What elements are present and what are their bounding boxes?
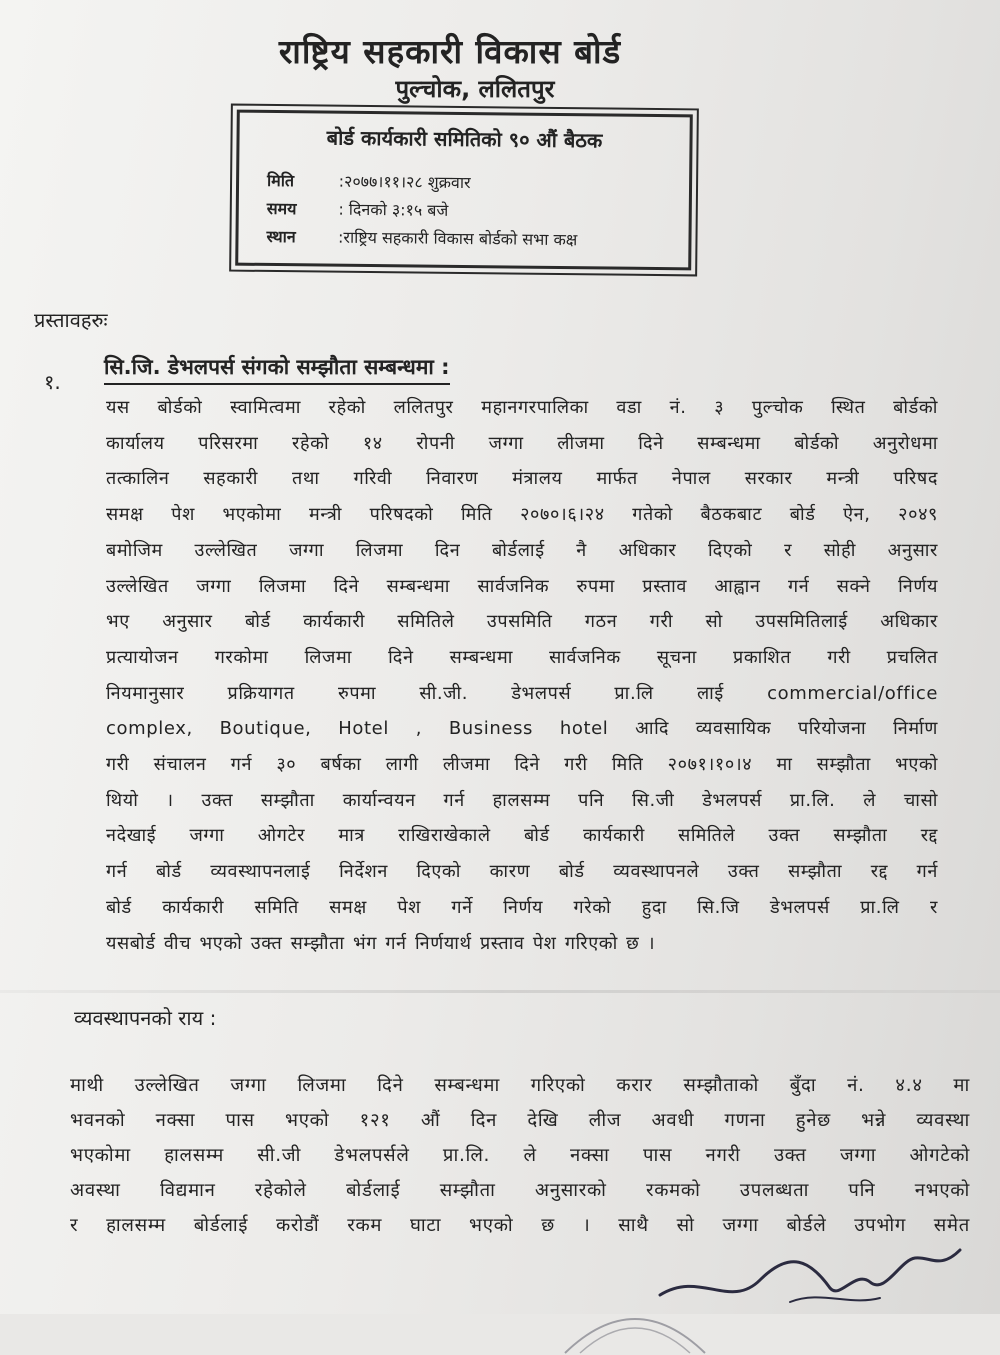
place-value: :राष्ट्रिय सहकारी विकास बोर्डको सभा कक्ष [337, 227, 578, 250]
organization-address: पुल्चोक, ललितपुर [395, 75, 555, 103]
paper-fold-line [0, 990, 1000, 993]
meeting-info-box [235, 110, 693, 271]
proposal-number: १. [44, 370, 61, 394]
proposal-line: गर्न बोर्ड व्यवस्थापनलाई निर्देशन दिएको कारण बोर्ड व्यवस्थापनले उक्त सम्झौता रद्द गर्न [106, 861, 938, 883]
proposal-line: भए अनुसार बोर्ड कार्यकारी समितिले उपसमिति गठन गरी सो उपसमितिलाई अधिकार [106, 611, 938, 633]
meeting-date-row [267, 169, 471, 193]
proposals-heading: प्रस्तावहरुः [34, 308, 108, 332]
proposal-line: नियमानुसार प्रक्रियागत रुपमा सी.जी. डेभलपर्स प्रा.लि लाई commercial/office [106, 682, 938, 704]
proposal-line: नदेखाई जग्गा ओगटेर मात्र राखिराखेकाले बोर्ड कार्यकारी समितिले उक्त सम्झौता रद्द [106, 825, 938, 847]
proposal-line: तत्कालिन सहकारी तथा गरिवी निवारण मंत्रालय मार्फत नेपाल सरकार मन्त्री परिषद [106, 468, 938, 490]
meeting-time-row [267, 197, 449, 221]
proposal-line: उल्लेखित जग्गा लिजमा दिने सम्बन्धमा सार्वजनिक रुपमा प्रस्ताव आह्वान गर्न सक्ने निर्णय [106, 575, 938, 597]
meeting-title: बोर्ड कार्यकारी समितिको ९० औं बैठक [326, 125, 603, 153]
opinion-line: र हालसम्म बोर्डलाई करोडौं रकम घाटा भएको छ । साथै सो जग्गा बोर्डले उपभोग समेत [70, 1215, 970, 1236]
time-label: समय [266, 198, 297, 219]
proposal-line: प्रत्यायोजन गरकोमा लिजमा दिने सम्बन्धमा सार्वजनिक सूचना प्रकाशित गरी प्रचलित [106, 646, 938, 668]
date-label: मिति [266, 170, 295, 191]
time-value: : दिनको ३:१५ बजे [338, 199, 449, 220]
proposal-line: गरी संचालन गर्न ३० बर्षका लागी लीजमा दिने गरी मिति २०७१।१०।४ मा सम्झौता भएको [106, 754, 938, 776]
opinion-line: भवनको नक्सा पास भएको १२१ औं दिन देखि लीज अवधी गणना हुनेछ भन्ने व्यवस्था [70, 1110, 970, 1131]
management-opinion-body [70, 1068, 970, 1243]
proposal-line: बोर्ड कार्यकारी समिति समक्ष पेश गर्ने निर्णय गरेको हुदा सि.जि डेभलपर्स प्रा.लि र [106, 896, 938, 918]
management-opinion-heading: व्यवस्थापनको राय : [74, 1006, 217, 1030]
proposal-line: कार्यालय परिसरमा रहेको १४ रोपनी जग्गा लीजमा दिने सम्बन्धमा बोर्डको अनुरोधमा [106, 432, 938, 454]
proposal-line: यस बोर्डको स्वामित्वमा रहेको ललितपुर महानगरपालिका वडा नं. ३ पुल्चोक स्थित बोर्डको [106, 397, 938, 418]
organization-title: राष्ट्रिय सहकारी विकास बोर्ड [278, 32, 622, 71]
proposal-line: complex, Boutique, Hotel , Business hotel आदि व्यवसायिक परियोजना निर्माण [106, 718, 938, 740]
place-label: स्थान [266, 226, 296, 247]
opinion-line: अवस्था विद्यमान रहेकोले बोर्डलाई सम्झौता अनुसारको रकमको उपलब्धता पनि नभएको [70, 1180, 970, 1201]
meeting-place-row [266, 225, 577, 250]
handwritten-signature [640, 1240, 980, 1310]
proposal-line: बमोजिम उल्लेखित जग्गा लिजमा दिन बोर्डलाई नै अधिकार दिएको र सोही अनुसार [106, 539, 938, 561]
proposal-line: यसबोर्ड वीच भएको उक्त सम्झौता भंग गर्न निर्णयार्थ प्रस्ताव पेश गरिएको छ । [106, 932, 656, 954]
opinion-line: माथी उल्लेखित जग्गा लिजमा दिने सम्बन्धमा गरिएको करार सम्झौताको बुँदा नं. ४.४ मा [70, 1075, 970, 1096]
date-value: :२०७७।११।२८ शुक्रवार [338, 171, 471, 193]
proposal-body [106, 390, 938, 961]
proposal-title: सि.जि. डेभलपर्स संगको सम्झौता सम्बन्धमा : [104, 353, 450, 385]
proposal-line: समक्ष पेश भएकोमा मन्त्री परिषदको मिति २०७०।६।२४ गतेको बैठकबाट बोर्ड ऐन, २०४९ [106, 504, 938, 526]
opinion-line: भएकोमा हालसम्म सी.जी डेभलपर्सले प्रा.लि. ले नक्सा पास नगरी उक्त जग्गा ओगटेको [70, 1145, 970, 1166]
proposal-line: थियो । उक्त सम्झौता कार्यान्वयन गर्न हालसम्म पनि सि.जी डेभलपर्स प्रा.लि. ले चासो [106, 789, 938, 811]
